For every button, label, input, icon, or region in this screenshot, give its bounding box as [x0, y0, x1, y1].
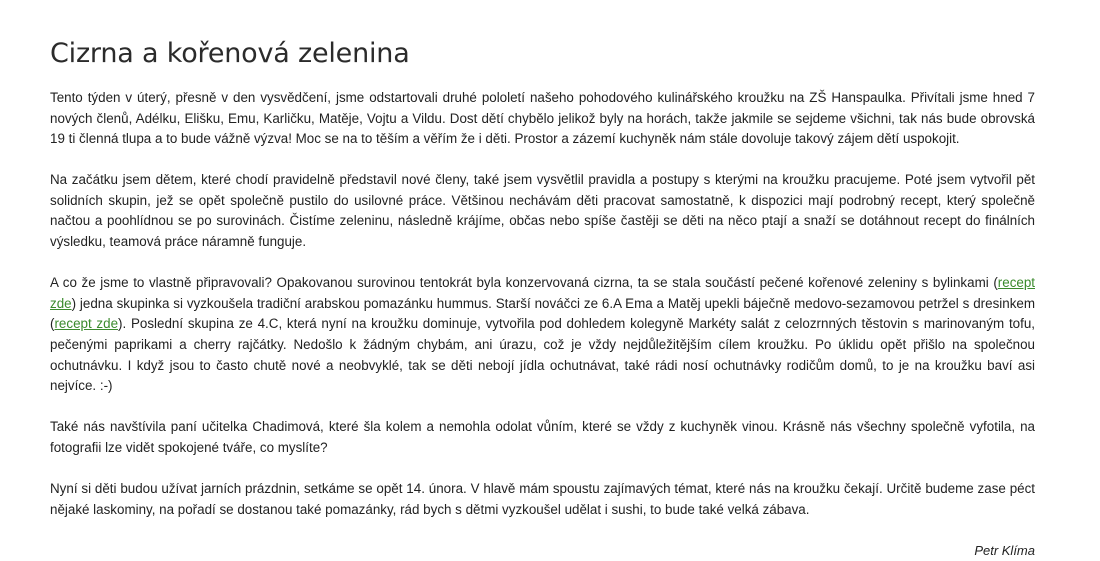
paragraph-visit: Také nás navštívila paní učitelka Chadimová, které šla kolem a nemohla odolat vůním, které se vždy z kuchyněk vinou. Krásně nás všechny společně vyfotila, na fotografii lze vidět spokojené tváře, co myslíte? [50, 419, 1035, 455]
paragraph-recipes-text-2: ) jedna skupinka si vyzkoušela tradiční arabskou pomazánku hummus. Starší nováčci ze 6.A Ema a Matěj upekli báječně medovo-sezamovou petržel s dresinkem ( [50, 295, 1035, 332]
paragraph-holidays: Nyní si děti budou užívat jarních prázdnin, setkáme se opět 14. února. V hlavě mám spoustu zajímavých témat, které nás na kroužku čekají. Určitě budeme zase péct nějaké laskominy, na pořadí se dostanou také pomazánky, rád bych s dětmi vyzkoušel udělat i sushi, to bude také velká zábava. [50, 480, 1035, 517]
article [50, 34, 1035, 561]
recipe-link-vegetables[interactable]: recept zde [50, 275, 1035, 311]
article-title: Cizrna a kořenová zelenina [50, 38, 410, 69]
paragraph-groups: Na začátku jsem dětem, které chodí pravidelně představil nové členy, také jsem vysvětlil pravidla a postupy s kterými na kroužku pracujeme. Poté jsem vytvořil pět solidních skupin, jež se opět společně pustilo do usilovné práce. Většinou nechávám děti pracovat samostatně, k dispozici mají podrobný recept, který společně načtou a poohlídnou se po surovinách. Čistíme zeleninu, následně krájíme, občas nebo spíše častěji se děti na něco ptají a snaží se dotáhnout recept do finálních výsledku, teamová práce náramně funguje. [50, 172, 1035, 250]
paragraph-recipes-text-3: ). Poslední skupina ze 4.C, která nyní na kroužku dominuje, vytvořila pod dohledem kolegyně Markéty salát z celozrnných těstovin s marinovaným tofu, pečenými paprikami a cherry rajčátky. Nedošlo k žádným chybám, ani úrazu, což je vždy nejdůležitějším cílem kroužku. Po úklidu opět přišlo na společnou ochutnávku. I když jsou to často chutě nové a neobvyklé, tak se děti nebojí jídla ochutnávat, také rádi nosí ochutnávky rodičům domů, to je na kroužku baví asi nejvíce. :-) [50, 316, 1035, 394]
paragraph-intro: Tento týden v úterý, přesně v den vysvědčení, jsme odstartovali druhé pololetí našeho pohodového kulinářského kroužku na ZŠ Hanspaulka. Přivítali jsme hned 7 nových členů, Adélku, Elišku, Emu, Karličku, Matěje, Vojtu a Vildu. Dost dětí chybělo jelikož byly na horách, takže jakmile se sejdeme všichni, tak nás bude obrovská 19 ti členná tlupa a to bude vážně výzva! Moc se na to těším a věřím že i děti. Prostor a zázemí kuchyněk nám stále dovoluje takový zájem dětí uspokojit. [50, 90, 1035, 147]
author-signature: Petr Klíma [974, 542, 1035, 558]
paragraph-recipes [50, 273, 1035, 397]
recipe-link-parsley[interactable]: recept zde [54, 316, 119, 332]
paragraph-recipes-text-1: A co že jsme to vlastně připravovali? Opakovanou surovinou tentokrát byla konzervovaná cizrna, ta se stala součástí pečené kořenové zeleniny s bylinkami ( [50, 275, 998, 291]
